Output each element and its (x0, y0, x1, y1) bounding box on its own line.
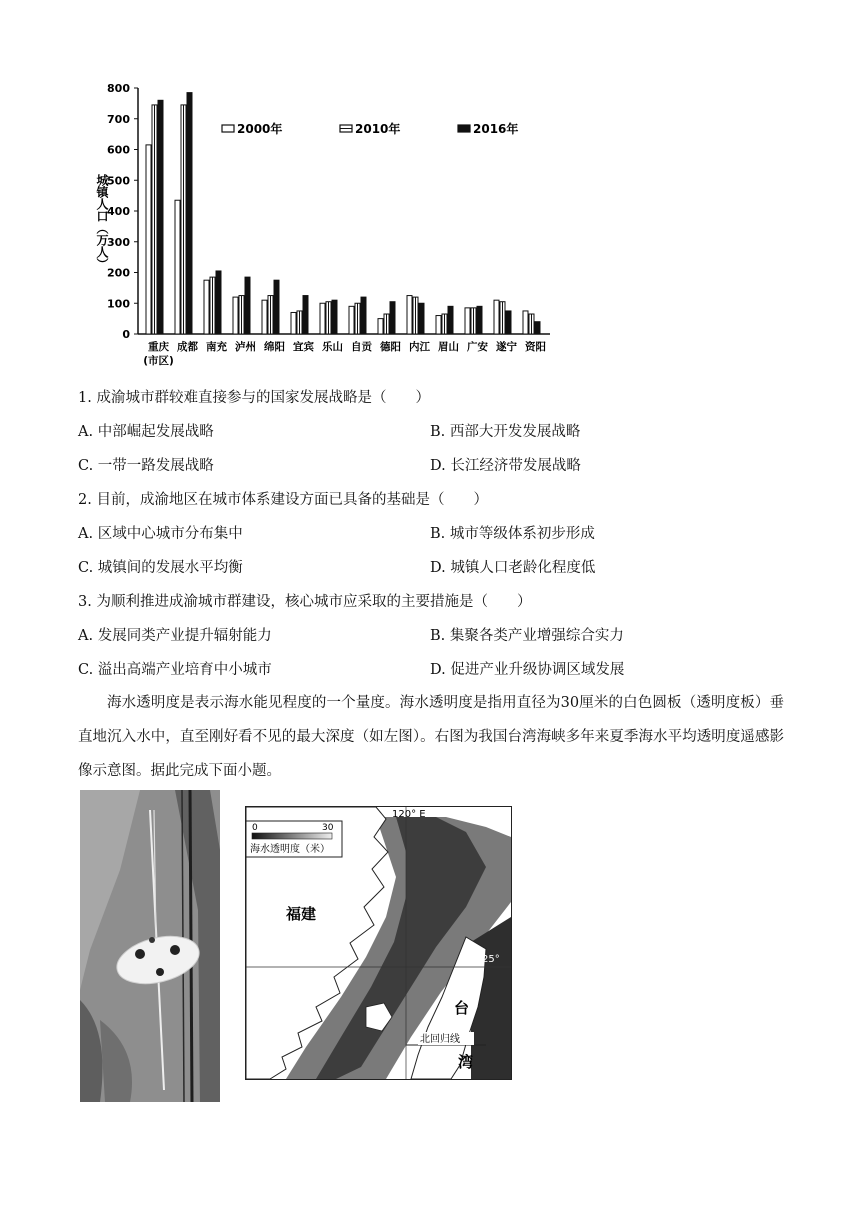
bar-3 (158, 100, 163, 334)
bar-1 (349, 306, 354, 334)
bar-1 (291, 312, 296, 334)
x-tick-label: 南充 (206, 341, 227, 353)
question-1-option-d[interactable]: D. 长江经济带发展战略 (430, 458, 581, 474)
x-tick-label: 泸州 (235, 341, 256, 353)
secchi-disk-photo (80, 790, 220, 1102)
question-3-option-d[interactable]: D. 促进产业升级协调区域发展 (430, 662, 625, 678)
question-3-stem: 3. 为顺利推进成渝城市群建设，核心城市应采取的主要措施是（ ） (78, 594, 532, 610)
question-3-option-a[interactable]: A. 发展同类产业提升辐射能力 (78, 628, 272, 644)
bar-3 (361, 297, 366, 334)
bar-1 (523, 311, 528, 334)
y-tick-label: 200 (107, 266, 130, 280)
population-bar-chart (88, 78, 558, 378)
x-tick-label: 成都 (177, 341, 198, 353)
bar-3 (419, 303, 424, 334)
bar-3 (506, 311, 511, 334)
y-tick-label: 100 (107, 297, 130, 311)
chart-svg (88, 78, 558, 378)
legend-label-1: 2000年 (237, 122, 283, 136)
bar-1 (378, 319, 383, 334)
question-2-stem: 2. 目前，成渝地区在城市体系建设方面已具备的基础是（ ） (78, 492, 488, 508)
bar-1 (204, 280, 209, 334)
question-2-option-b[interactable]: B. 城市等级体系初步形成 (430, 526, 595, 542)
legend-max: 30 (322, 823, 334, 833)
x-tick-label: 重庆 (148, 341, 169, 353)
legend-label-3: 2016年 (473, 122, 519, 136)
bar-1 (146, 145, 151, 334)
bar-1 (320, 303, 325, 334)
legend-label-2: 2010年 (355, 122, 401, 136)
bar-1 (436, 316, 441, 334)
bar-1 (175, 200, 180, 334)
bar-1 (407, 296, 412, 334)
y-tick-label: 400 (107, 205, 130, 218)
x-tick-label: 眉山 (438, 341, 459, 353)
y-tick-label: 300 (107, 235, 130, 249)
question-1-option-b[interactable]: B. 西部大开发发展战略 (430, 424, 581, 440)
latitude-label: 25° (482, 954, 500, 965)
question-2-option-a[interactable]: A. 区域中心城市分布集中 (78, 526, 243, 542)
bar-3 (448, 306, 453, 334)
taiwan-strait-transparency-map (245, 806, 512, 1080)
legend-swatch-1 (222, 125, 234, 132)
label-tai: 台 (454, 999, 470, 1017)
longitude-label: 120° E (392, 809, 426, 820)
x-tick-label: 广安 (467, 341, 488, 353)
question-2-option-d[interactable]: D. 城镇人口老龄化程度低 (430, 560, 596, 576)
x-tick-label: 自贡 (351, 341, 372, 353)
question-3-option-c[interactable]: C. 溢出高端产业培育中小城市 (78, 662, 272, 678)
x-tick-label: 绵阳 (264, 341, 285, 353)
question-1-option-a[interactable]: A. 中部崛起发展战略 (78, 424, 214, 440)
bar-3 (245, 277, 250, 334)
bar-3 (274, 280, 279, 334)
x-tick-label: 德阳 (380, 341, 401, 353)
bar-3 (535, 322, 540, 334)
bar-3 (187, 93, 192, 334)
label-wan: 湾 (458, 1053, 474, 1071)
x-tick-label: 资阳 (525, 341, 546, 353)
bar-3 (390, 302, 395, 334)
bar-1 (494, 300, 499, 334)
question-3-option-b[interactable]: B. 集聚各类产业增强综合实力 (430, 628, 624, 644)
question-2-option-c[interactable]: C. 城镇间的发展水平均衡 (78, 560, 243, 576)
legend-swatch-3 (458, 125, 470, 132)
tropic-label: 北回归线 (420, 1034, 460, 1045)
y-axis-label: 城镇人口（万人） (95, 174, 109, 270)
y-tick-label: 800 (107, 82, 130, 95)
passage-text: 海水透明度是表示海水能见程度的一个量度。海水透明度是指用直径为30厘米的白色圆板（透明度板）垂直地沉入水中，直至刚好看不见的最大深度（如左图）。右图为我国台湾海峡多年来夏季海水平均透明度遥感影像示意图。据此完成下面小题。 (78, 695, 784, 779)
x-tick-label: 宜宾 (293, 341, 314, 353)
label-fujian: 福建 (286, 905, 317, 923)
legend-title: 海水透明度（米） (250, 844, 330, 855)
x-tick-label: 内江 (409, 341, 430, 353)
bar-1 (465, 308, 470, 334)
bar-3 (477, 306, 482, 334)
y-tick-label: 600 (107, 143, 130, 157)
question-1-stem: 1. 成渝城市群较难直接参与的国家发展战略是（ ） (78, 390, 430, 406)
bar-1 (262, 300, 267, 334)
bar-1 (233, 297, 238, 334)
x-tick-label: 乐山 (322, 341, 343, 353)
question-1-option-c[interactable]: C. 一带一路发展战略 (78, 458, 214, 474)
bar-3 (332, 300, 337, 334)
x-tick-label: 遂宁 (496, 341, 517, 353)
legend-min: 0 (252, 823, 258, 833)
x-tick-label: (市区) (143, 355, 174, 367)
y-tick-label: 700 (107, 112, 130, 126)
y-tick-label: 0 (122, 328, 130, 341)
bar-3 (216, 271, 221, 334)
passage (78, 686, 784, 788)
y-tick-label: 500 (107, 174, 130, 188)
bar-3 (303, 296, 308, 334)
